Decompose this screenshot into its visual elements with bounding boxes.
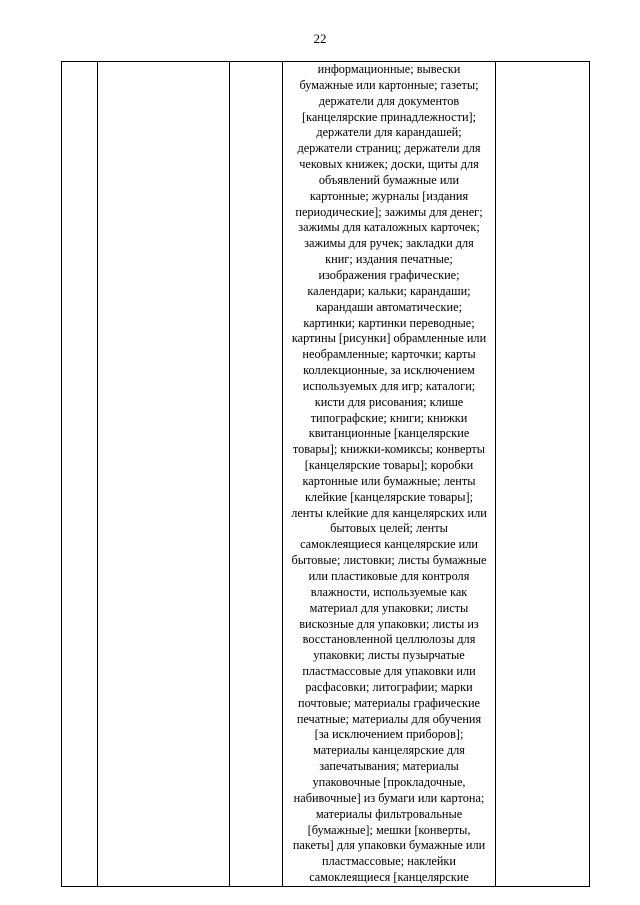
text-line: пластмассовые; наклейки	[322, 854, 456, 869]
text-line: самоклеящиеся канцелярские или	[300, 537, 478, 552]
goods-table	[61, 61, 590, 887]
text-line: или пластиковые для контроля	[308, 569, 470, 583]
text-line: используемых для игр; каталоги;	[302, 378, 476, 393]
text-line: [канцелярские товары]; коробки	[304, 458, 474, 473]
text-line: бумажные или картонные; газеты;	[299, 77, 479, 92]
text-line: информационные; вывески	[317, 62, 461, 76]
text-line: бытовых целей; ленты	[330, 521, 448, 536]
text-line: [бумажные]; мешки [конверты,	[307, 822, 471, 837]
text-line: картины [рисунки] обрамленные или	[291, 331, 487, 346]
text-line: упаковки; листы пузырчатые	[313, 648, 465, 663]
text-line: печатные; материалы для обучения	[296, 711, 482, 726]
text-line: календари; кальки; карандаши;	[307, 283, 471, 298]
text-line: изображения графические;	[318, 267, 460, 282]
text-line: зажимы для ручек; закладки для	[304, 236, 474, 251]
table-row	[62, 62, 590, 887]
page-number: 22	[313, 31, 327, 46]
text-line: вискозные для упаковки; листы из	[299, 616, 479, 631]
text-line: набивочные] из бумаги или картона;	[293, 790, 485, 805]
text-line: бытовые; листовки; листы бумажные	[291, 553, 487, 568]
text-line: материалы канцелярские для	[313, 743, 465, 758]
text-line: товары]; книжки-комиксы; конверты	[292, 442, 486, 457]
text-line: картонные или бумажные; ленты	[302, 473, 476, 488]
text-line: периодические]; зажимы для денег;	[295, 204, 483, 219]
text-line: материал для упаковки; листы	[309, 600, 469, 615]
text-line: держатели для карандашей;	[316, 125, 462, 140]
text-line: кисти для рисования; клише	[314, 394, 464, 409]
text-line: книг; издания печатные;	[325, 252, 453, 267]
text-line: необрамленные; карточки; карты	[302, 347, 476, 362]
text-line: влажности, используемые как	[310, 584, 468, 599]
text-line: держатели страниц; держатели для	[297, 141, 481, 156]
text-line: типографские; книги; книжки	[310, 410, 468, 425]
text-line: квитанционные [канцелярские	[308, 426, 470, 441]
text-line: материалы фильтровальные	[315, 806, 463, 821]
text-line: держатели для документов	[318, 93, 460, 108]
text-line: [за исключением приборов];	[314, 727, 464, 742]
text-line: карандаши автоматические;	[316, 299, 462, 314]
text-line: объявлений бумажные или	[318, 172, 460, 187]
text-line: зажимы для каталожных карточек;	[298, 220, 480, 235]
text-line: чековых книжек; доски, щиты для	[299, 157, 479, 172]
table-cell-5	[496, 62, 590, 887]
text-line: почтовые; материалы графические	[297, 695, 481, 710]
text-line: пластмассовые для упаковки или	[302, 664, 476, 679]
text-line: пакеты] для упаковки бумажные или	[292, 838, 486, 853]
text-line: расфасовки; литографии; марки	[305, 679, 473, 694]
goods-list-cell	[283, 62, 496, 887]
text-line: восстановленной целлюлозы для	[302, 632, 476, 647]
text-line: [канцелярские принадлежности];	[301, 109, 477, 124]
text-line: самоклеящиеся [канцелярские	[309, 870, 469, 885]
text-line: клейкие [канцелярские товары];	[304, 489, 474, 504]
table-cell-2	[98, 62, 230, 887]
text-line: картонные; журналы [издания	[309, 188, 469, 203]
text-line: ленты клейкие для канцелярских или	[291, 505, 487, 520]
text-line: запечатывания; материалы	[319, 759, 459, 774]
text-line: коллекционные, за исключением	[303, 363, 475, 378]
text-line: упаковочные [прокладочные,	[312, 774, 466, 789]
table-cell-3	[230, 62, 283, 887]
table-cell-1	[62, 62, 98, 887]
text-line: картинки; картинки переводные;	[303, 315, 475, 330]
